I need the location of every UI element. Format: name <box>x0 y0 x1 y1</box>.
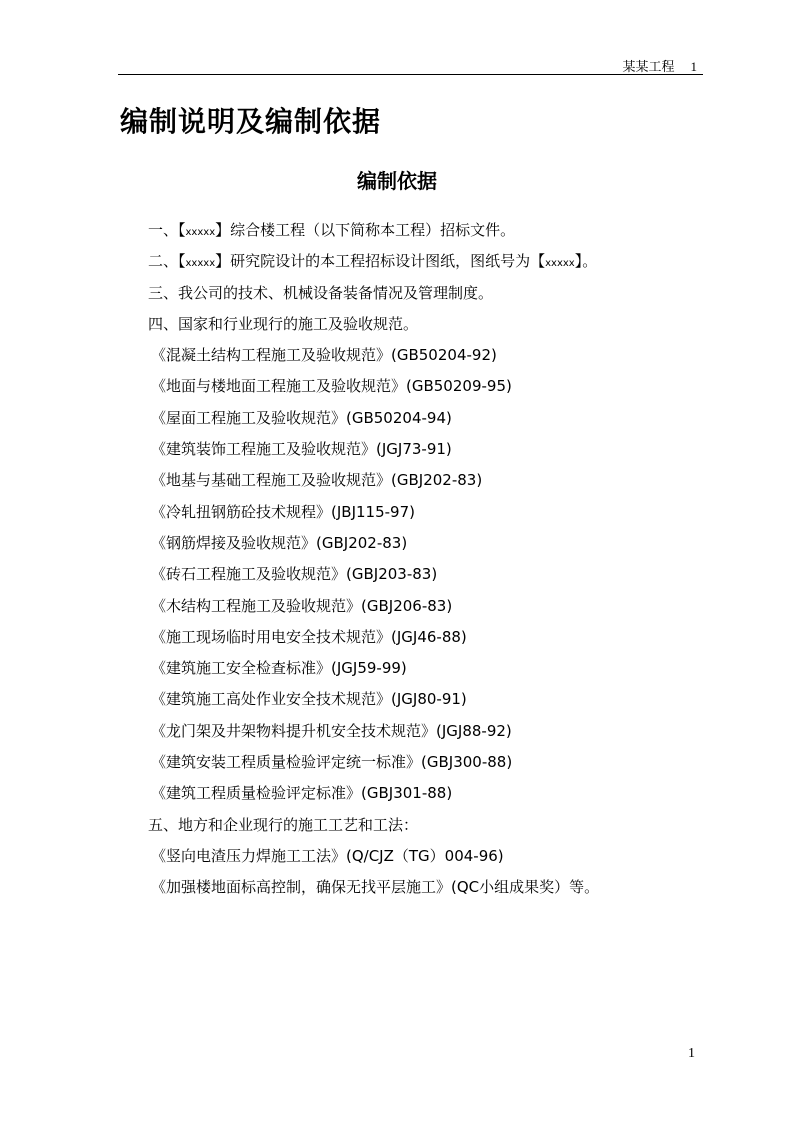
list-item: 一、【xxxxx】综合楼工程（以下简称本工程）招标文件。 <box>148 221 516 239</box>
standard-item: 《施工现场临时用电安全技术规范》(JGJ46-88) <box>151 627 467 646</box>
standard-item: 《龙门架及井架物料提升机安全技术规范》(JGJ88-92) <box>151 721 512 740</box>
standard-item: 《屋面工程施工及验收规范》(GB50204-94) <box>151 408 452 427</box>
standard-item: 《竖向电渣压力焊施工工法》(Q/CJZ（TG）004-96) <box>151 846 504 865</box>
footer-page-number: 1 <box>688 1046 695 1061</box>
page-title: 编制说明及编制依据 <box>120 105 382 138</box>
page-header <box>118 54 703 75</box>
standard-item: 《建筑安装工程质量检验评定统一标准》(GBJ300-88) <box>151 753 513 772</box>
standard-item: 《木结构工程施工及验收规范》(GBJ206-83) <box>151 596 453 615</box>
placeholder-text: xxxxx <box>185 258 216 270</box>
list-item: 五、地方和企业现行的施工工艺和工法： <box>148 815 419 834</box>
list-item: 二、【xxxxx】研究院设计的本工程招标设计图纸，图纸号为【xxxxx】。 <box>148 252 598 271</box>
standard-item: 《钢筋焊接及验收规范》(GBJ202-83) <box>151 533 408 552</box>
standard-item: 《建筑工程质量检验评定标准》(GBJ301-88) <box>151 784 453 803</box>
section-title: 编制依据 <box>357 169 437 193</box>
standard-item: 《建筑施工安全检查标准》(JGJ59-99) <box>151 659 407 678</box>
placeholder-text: xxxxx <box>185 227 216 238</box>
standard-item: 《建筑施工高处作业安全技术规范》(JGJ80-91) <box>151 690 467 709</box>
list-item: 四、国家和行业现行的施工及验收规范。 <box>148 314 419 333</box>
list-item: 三、我公司的技术、机械设备装备情况及管理制度。 <box>148 283 494 302</box>
standard-item: 《建筑装饰工程施工及验收规范》(JGJ73-91) <box>151 440 452 459</box>
header-page-number: 1 <box>690 59 697 74</box>
standard-item: 《混凝土结构工程施工及验收规范》(GB50204-92) <box>151 346 497 365</box>
standard-item: 《加强楼地面标高控制，确保无找平层施工》(QC小组成果奖）等。 <box>151 878 600 897</box>
header-project: 某某工程 <box>622 60 675 75</box>
basis-list <box>148 218 599 907</box>
standard-item: 《地基与基础工程施工及验收规范》(GBJ202-83) <box>151 471 483 490</box>
header-text <box>622 56 697 75</box>
standard-item: 《地面与楼地面工程施工及验收规范》(GB50209-95) <box>151 377 512 396</box>
standard-item: 《砖石工程施工及验收规范》(GBJ203-83) <box>151 565 438 584</box>
standard-item: 《冷轧扭钢筋砼技术规程》(JBJ115-97) <box>151 502 415 521</box>
placeholder-text: xxxxx <box>545 258 575 270</box>
